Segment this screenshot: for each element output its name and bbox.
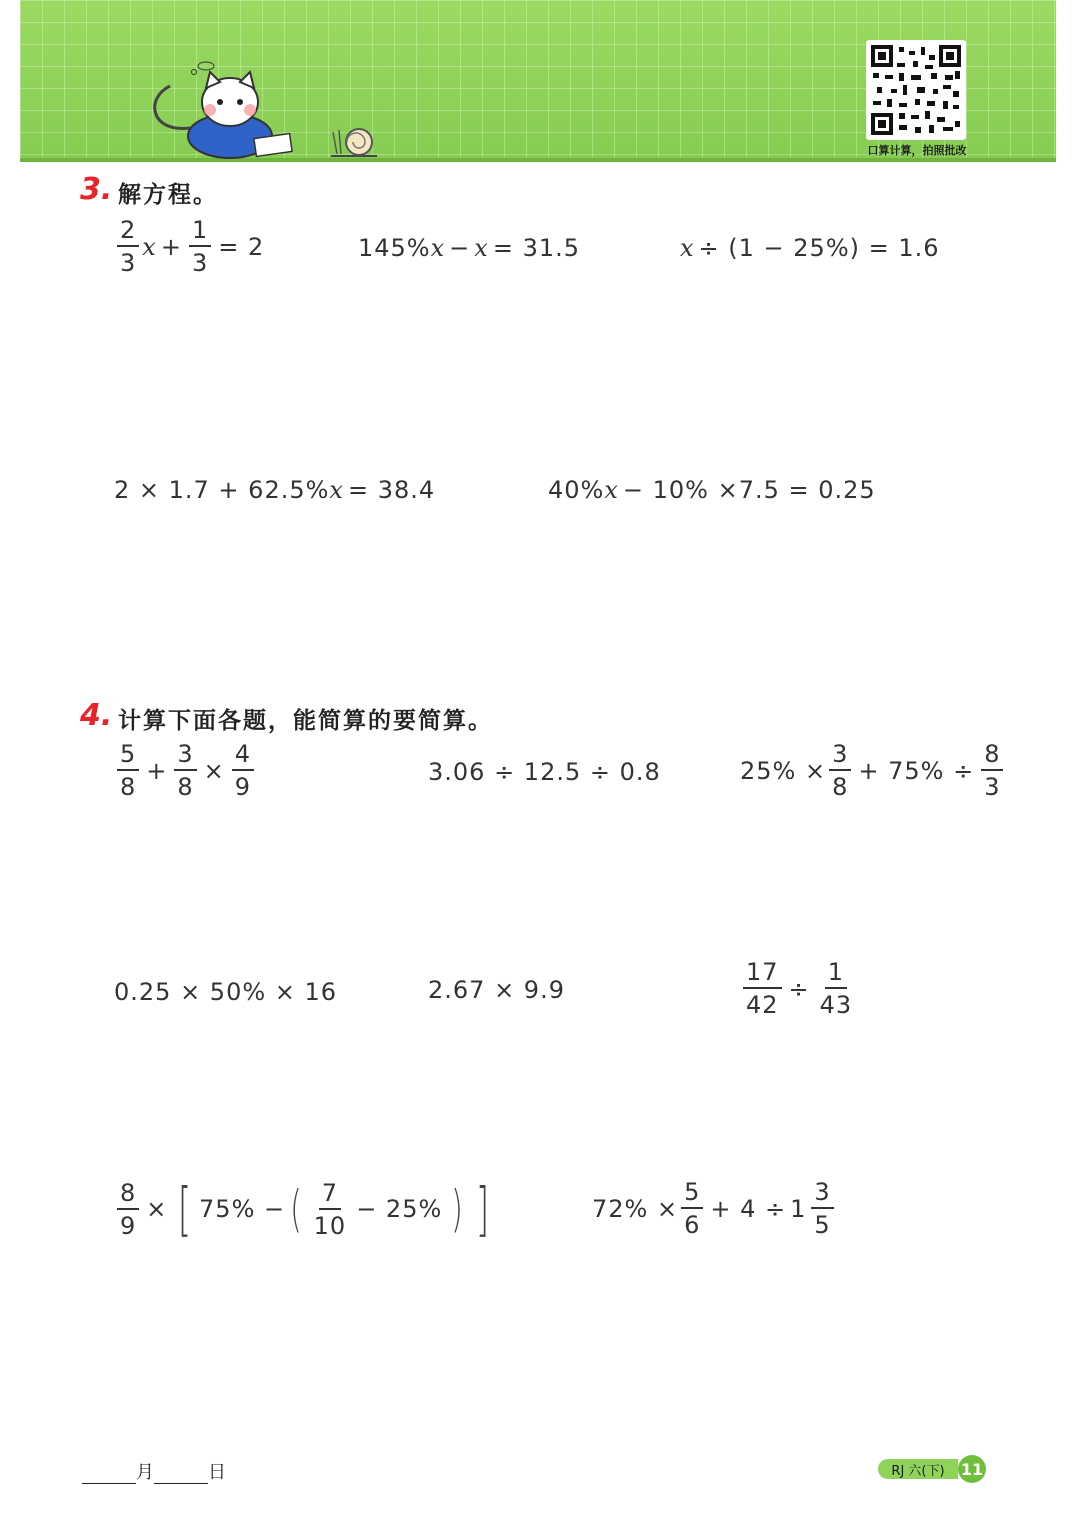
day-blank[interactable] xyxy=(154,1464,208,1484)
date-field xyxy=(82,1458,226,1484)
snail-illustration xyxy=(325,118,385,160)
section4-title: 计算下面各题，能简算的要简算。 xyxy=(118,708,493,734)
problem-8: 72% × $\frac{5}{6}$ + 4 ÷ 1 $\frac{3}{5}$ xyxy=(592,1180,837,1237)
section3-title: 解方程。 xyxy=(118,182,218,208)
fraction: $\frac{17}{42}$ xyxy=(743,960,782,1017)
equation-1: $\frac{2}{3}$ x + $\frac{1}{3}$ = 2 xyxy=(114,218,268,275)
month-label: 月 xyxy=(136,1462,154,1483)
problem-3: 25% × $\frac{3}{8}$ + 75% ÷ $\frac{8}{3}$ xyxy=(740,742,1006,799)
fraction: $\frac{3}{8}$ xyxy=(829,742,851,799)
problem-5: 2.67 × 9.9 xyxy=(428,976,565,1004)
fraction: $\frac{5}{6}$ xyxy=(681,1180,703,1237)
equation-4: 2 × 1.7 + 62.5% x = 38.4 xyxy=(114,476,436,504)
fraction: $\frac{1}{43}$ xyxy=(819,958,853,1019)
fraction: $\frac{2}{3}$ xyxy=(117,218,139,275)
fraction: $\frac{7}{10}$ xyxy=(313,1178,347,1240)
problem-1: $\frac{5}{8}$ + $\frac{3}{8}$ × $\frac{4}{9}$ xyxy=(114,742,257,799)
fraction: $\frac{3}{8}$ xyxy=(174,742,196,799)
section3-number: 3. xyxy=(80,172,113,207)
header-banner xyxy=(20,0,1056,162)
equation-3: x ÷ (1 − 25%) = 1.6 xyxy=(680,234,940,262)
cat-illustration xyxy=(130,58,300,162)
day-label: 日 xyxy=(208,1462,226,1483)
fraction: $\frac{8}{9}$ xyxy=(117,1181,139,1238)
fraction: $\frac{1}{3}$ xyxy=(189,218,211,275)
fraction: $\frac{4}{9}$ xyxy=(232,742,254,799)
equation-5: 40% x − 10% ×7.5 = 0.25 xyxy=(548,476,876,504)
fraction: $\frac{3}{5}$ xyxy=(811,1180,833,1237)
qr-code[interactable] xyxy=(866,40,966,140)
month-blank[interactable] xyxy=(82,1464,136,1484)
problem-6: $\frac{17}{42}$ ÷ $\frac{1}{43}$ xyxy=(740,960,858,1017)
qr-caption: 口算计算，拍照批改 xyxy=(867,144,967,157)
page-number: 11 xyxy=(958,1455,986,1483)
edition-badge: RJ 六(下) xyxy=(878,1459,958,1479)
fraction: $\frac{5}{8}$ xyxy=(117,742,139,799)
fraction: $\frac{8}{3}$ xyxy=(981,742,1003,799)
equation-2: 145% x − x = 31.5 xyxy=(358,234,581,262)
problem-7: $\frac{8}{9}$ × [ 75% − ( $\frac{7}{10}$ − 25% ) ] xyxy=(114,1180,496,1238)
qr-code-icon xyxy=(871,45,961,135)
problem-4: 0.25 × 50% × 16 xyxy=(114,978,338,1006)
section4-number: 4. xyxy=(80,698,113,733)
problem-2: 3.06 ÷ 12.5 ÷ 0.8 xyxy=(428,758,661,786)
